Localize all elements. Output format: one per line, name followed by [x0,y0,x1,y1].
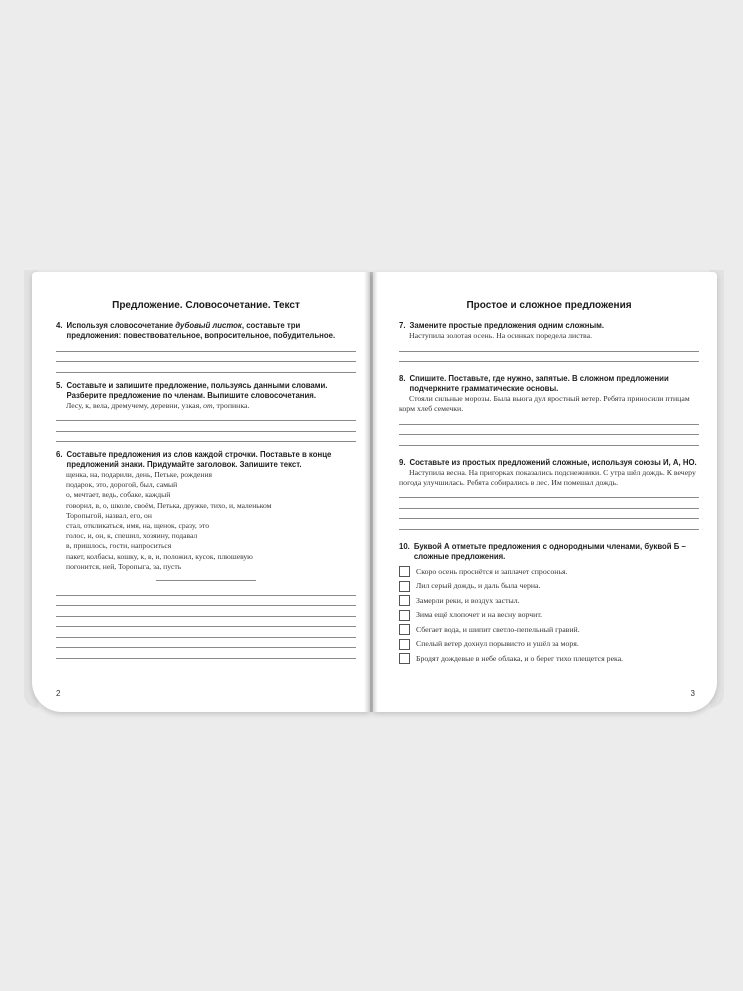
answer-lines [56,341,356,373]
answer-checkbox[interactable] [399,624,410,635]
check-item: Сбегает вода, и шипит светло-пепельный гравий. [399,623,699,638]
book-spine-shadow [364,272,378,712]
phrase-italic: дубовый листок [175,321,242,330]
task-number: 7. [399,321,406,330]
answer-line[interactable] [56,596,356,607]
answer-lines [399,488,699,530]
check-item: Зима ещё хлопочет и на весну ворчит. [399,608,699,623]
word-row: в, пришлось, гости, напроситься [66,541,172,551]
word-row: голос, и, он, к, спешил, хозяину, подавал [66,531,198,541]
left-page [32,272,370,712]
check-item: Скоро осень проснётся и заплачет спросонья. [399,565,699,580]
task-10 [399,542,699,667]
answer-lines [56,411,356,443]
task-instruction: Составьте и запишите предложение, пользуясь данными словами. Разберите предложение по членам. Выпишите словосочетания. [66,380,328,400]
word-row: о, мечтает, ведь, собаке, каждый [66,490,171,500]
answer-line[interactable] [399,509,699,520]
answer-checkbox[interactable] [399,581,410,592]
word-rows [56,470,356,572]
word-row: говорил, в, о, школе, своём, Петька, дружке, тихо, и, маленьком [66,500,272,510]
answer-line[interactable] [56,638,356,649]
check-item: Замерли реки, и воздух застыл. [399,594,699,609]
word-list: Лесу, к, вела, дремучему, деревни, узкая, от, тропинка. [66,400,250,410]
task-instruction: Составьте предложения из слов каждой строчки. Поставьте в конце предложений знаки. Придумайте заголовок. Запишите текст. [66,450,332,469]
open-workbook [22,262,726,722]
check-item: Лил серый дождь, и даль была черна. [399,579,699,594]
task-instruction: Используя словосочетание дубовый листок, составьте три предложения: повествовательное, вопросительное, побудительное. [66,321,336,340]
check-item: Бродят дождевые в небе облака, и о берег тихо плещется река. [399,652,699,667]
answer-line[interactable] [399,414,699,425]
answer-checkbox[interactable] [399,653,410,664]
heading-answer-line [156,574,256,581]
word-row: подарок, это, дорогой, был, самый [66,480,178,490]
sentence-checklist [399,565,699,667]
answer-checkbox[interactable] [399,595,410,606]
answer-line[interactable] [56,421,356,432]
task-number: 5. [56,380,63,390]
task-number: 8. [399,374,406,383]
answer-line[interactable] [56,352,356,363]
page-number: 3 [690,689,695,698]
answer-line[interactable] [399,488,699,499]
word-row: пакет, колбасы, кошку, к, в, и, положил, кусок, плюшевую [66,551,253,561]
page-number: 2 [56,689,61,698]
task-4 [56,321,356,373]
answer-lines [399,341,699,362]
task-9 [399,458,699,530]
answer-line[interactable] [56,432,356,443]
answer-line[interactable] [399,341,699,352]
task-number: 4. [56,321,63,330]
answer-lines [56,585,356,659]
answer-line[interactable] [56,341,356,352]
task-instruction: Замените простые предложения одним сложным. [409,321,605,330]
word-row: стал, откликаться, имя, на, щенок, сразу, это [66,521,209,531]
answer-checkbox[interactable] [399,566,410,577]
answer-line[interactable] [56,411,356,422]
word-row: щенка, на, подарили, день, Петьке, рождения [66,470,213,479]
answer-line[interactable] [399,425,699,436]
task-number: 6. [56,450,63,459]
answer-checkbox[interactable] [399,610,410,621]
right-page [373,272,717,712]
task-body: Наступила весна. На пригорках показались подснежники. С утра шёл дождь. К вечеру погода улучшилась. Ребята собирались в лес. Им помешал дождь. [399,467,696,487]
answer-line[interactable] [56,617,356,628]
word-row: Торопыгой, назвал, его, он [66,510,152,520]
task-5 [56,381,356,443]
answer-line[interactable] [399,519,699,530]
task-instruction: Составьте из простых предложений сложные, используя союзы И, А, НО. [409,457,697,467]
answer-line[interactable] [56,585,356,596]
task-8 [399,374,699,446]
task-body: Наступила золотая осень. На осинках поредела листва. [409,331,593,340]
answer-line[interactable] [399,435,699,446]
left-page-title: Предложение. Словосочетание. Текст [112,300,300,311]
task-7 [399,321,699,362]
answer-line[interactable] [399,498,699,509]
answer-line[interactable] [56,648,356,659]
task-instruction: Буквой А отметьте предложения с однородными членами, буквой Б – сложные предложения. [413,541,686,561]
answer-line[interactable] [56,606,356,617]
answer-line[interactable] [56,627,356,638]
task-body: Стояли сильные морозы. Была вьюга дул яростный ветер. Ребята приносили птицам корм хлеб семечки. [399,394,690,413]
task-number: 10. [399,541,410,551]
check-item: Спелый ветер дохнул порывисто и ушёл за моря. [399,637,699,652]
answer-line[interactable] [399,352,699,363]
right-page-title: Простое и сложное предложения [466,300,632,311]
answer-checkbox[interactable] [399,639,410,650]
task-6 [56,450,356,659]
task-instruction: Спишите. Поставьте, где нужно, запятые. В сложном предложении подчеркните грамматические основы. [409,374,669,393]
task-number: 9. [399,457,406,467]
answer-line[interactable] [56,362,356,373]
answer-lines [399,414,699,446]
word-row: погонится, ней, Торопыга, за, пусть [66,561,182,571]
